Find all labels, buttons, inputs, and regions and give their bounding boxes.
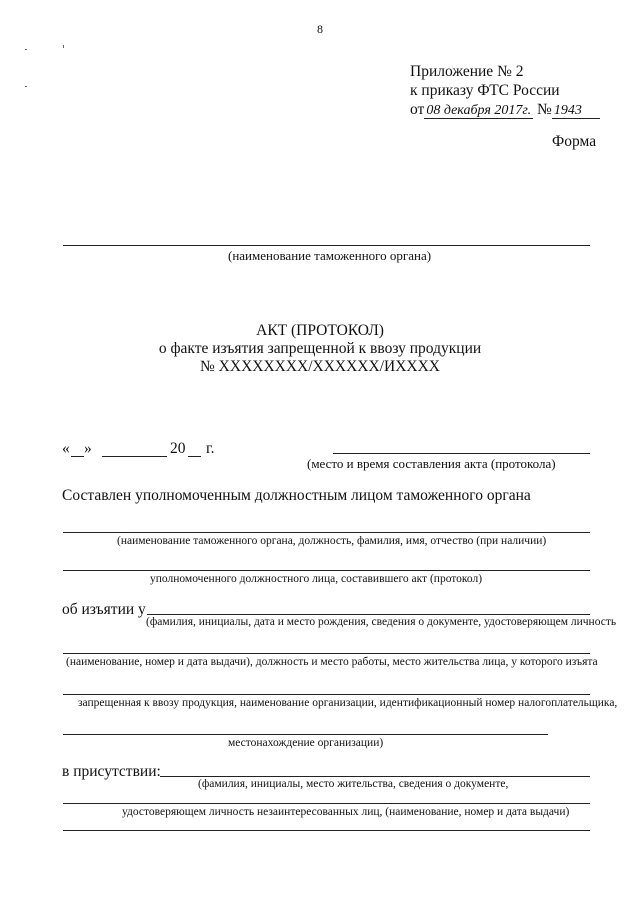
org-location-line xyxy=(63,734,548,735)
product-org-line xyxy=(63,694,590,695)
date-day-line xyxy=(71,456,84,457)
official-line-1 xyxy=(63,532,590,533)
place-time-caption: (место и время составления акта (протокола) xyxy=(307,456,556,471)
appendix-number-value: 1943 xyxy=(552,103,600,119)
official-compiler-caption: уполномоченного должностного лица, составившего акт (протокол) xyxy=(150,573,483,585)
date-year-prefix: 20 xyxy=(170,440,186,457)
date-year-line xyxy=(188,456,201,457)
org-location-caption: местонахождение организации) xyxy=(228,737,384,749)
appendix-line1: Приложение № 2 xyxy=(410,63,524,80)
appendix-date-prefix: от xyxy=(410,101,425,118)
page-number: 8 xyxy=(317,22,323,36)
product-org-caption: запрещенная к ввозу продукция, наименование организации, идентификационный номер налогоплательщика, xyxy=(78,697,618,709)
witness-doc-line xyxy=(63,803,590,804)
scan-speck xyxy=(63,45,64,48)
presence-line xyxy=(160,776,590,777)
appendix-line2: к приказу ФТС России xyxy=(410,82,560,99)
date-close-quote: » xyxy=(84,440,92,457)
composed-text: Составлен уполномоченным должностным лицом таможенного органа xyxy=(62,487,531,504)
act-title: АКТ (ПРОТОКОЛ) xyxy=(256,322,384,339)
person-details-caption: (фамилия, инициалы, дата и место рождения, сведения о документе, удостоверяющем личность xyxy=(146,616,617,628)
appendix-date-line xyxy=(410,100,600,119)
form-label: Форма xyxy=(552,133,597,150)
witness-details-caption: (фамилия, инициалы, место жительства, сведения о документе, xyxy=(198,778,509,790)
customs-body-caption: (наименование таможенного органа) xyxy=(228,248,432,263)
official-name-caption: (наименование таможенного органа, должность, фамилия, имя, отчество (при наличии) xyxy=(117,535,547,547)
official-line-2 xyxy=(63,570,590,571)
appendix-number-sign: № xyxy=(537,101,552,118)
act-number: № XXXXXXXX/XXXXXX/ИXXXX xyxy=(200,358,440,375)
date-month-line xyxy=(102,456,167,457)
final-line xyxy=(63,830,590,831)
appendix-date-value: 08 декабря 2017г. xyxy=(426,103,532,118)
act-subtitle: о факте изъятия запрещенной к ввозу продукции xyxy=(158,340,482,357)
date-open-quote: « xyxy=(62,440,70,457)
appendix-block xyxy=(410,62,600,119)
presence-label: в присутствии: xyxy=(62,763,161,780)
place-time-line xyxy=(333,453,590,454)
document-job-caption: (наименование, номер и дата выдачи), должность и место работы, место жительства лица, у которого изъята xyxy=(66,656,598,668)
date-year-suffix: г. xyxy=(206,440,215,457)
customs-body-line xyxy=(63,245,590,246)
scan-speck xyxy=(25,49,27,50)
seizure-line xyxy=(147,614,590,615)
witness-doc-caption: удостоверяющем личность незаинтересованных лиц, (наименование, номер и дата выдачи) xyxy=(122,806,570,818)
document-job-line xyxy=(63,653,590,654)
scan-speck xyxy=(25,86,27,87)
seizure-label: об изъятии у xyxy=(62,601,146,618)
